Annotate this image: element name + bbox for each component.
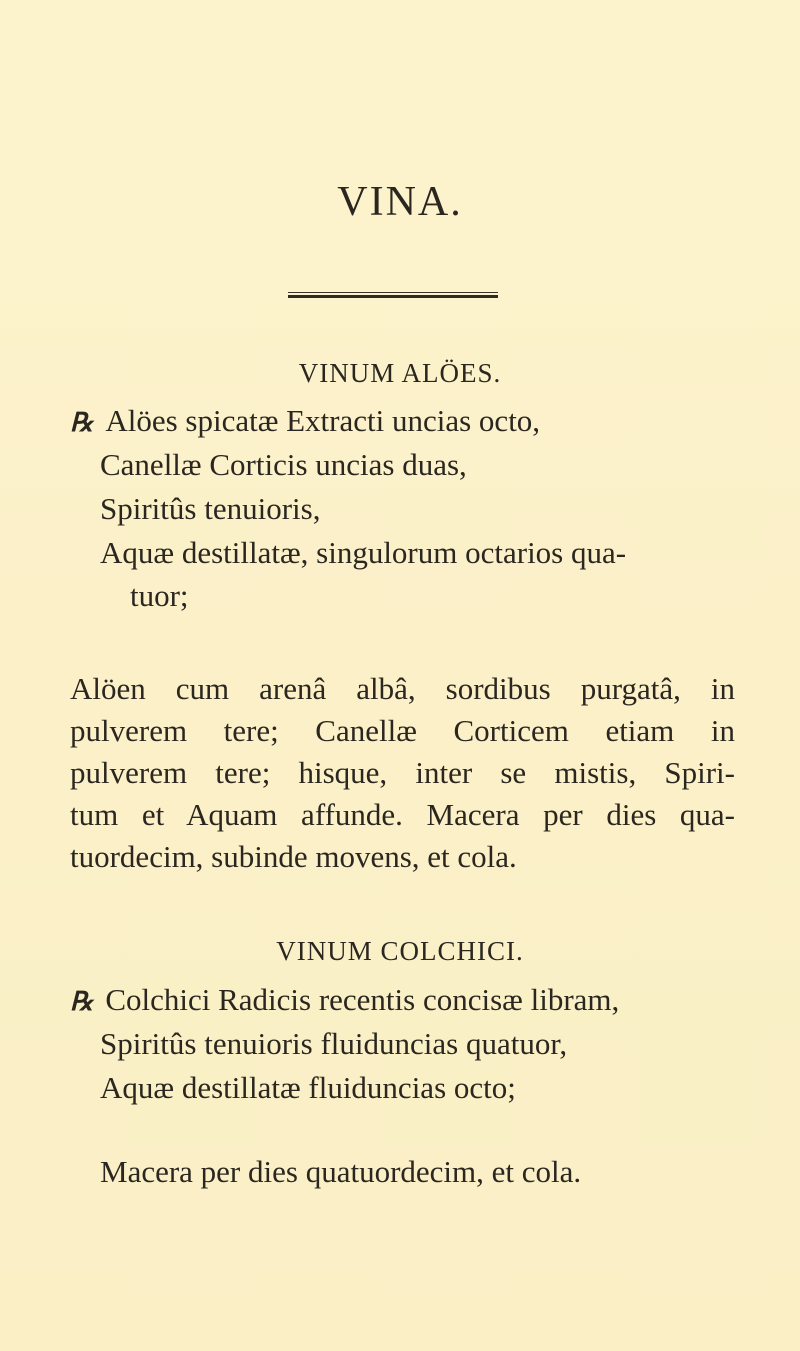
recipe-ingredient: Spiritûs tenuioris, <box>100 491 321 526</box>
recipe-ingredient: Alöes spicatæ Extracti uncias octo, <box>105 403 541 438</box>
directions-line: tum et Aquam affunde. Macera per dies qua- <box>70 797 735 832</box>
recipe-line <box>70 403 540 439</box>
directions-line: tuordecim, subinde movens, et cola. <box>70 839 517 874</box>
header-rule-thin <box>288 292 498 293</box>
recipe-symbol: ℞ <box>70 408 94 437</box>
recipe-symbol: ℞ <box>70 987 94 1016</box>
recipe-ingredient: Aquæ destillatæ, singulorum octarios qua- <box>100 535 627 570</box>
directions-line: Macera per dies quatuordecim, et cola. <box>100 1154 582 1189</box>
directions-paragraph <box>70 668 735 878</box>
recipe-line <box>70 982 619 1018</box>
header-rule <box>288 292 498 297</box>
section-title-vinum-colchici: VINUM COLCHICI. <box>276 936 524 966</box>
header-rule-thick <box>288 295 498 298</box>
recipe-ingredient: Aquæ destillatæ fluiduncias octo; <box>100 1070 516 1105</box>
section-title-vinum-aloes: VINUM ALÖES. <box>298 358 502 388</box>
directions-line: pulverem tere; Canellæ Corticem etiam in <box>70 713 735 748</box>
recipe-ingredient: tuor; <box>130 578 189 613</box>
recipe-ingredient: Colchici Radicis recentis concisæ libram, <box>105 982 620 1017</box>
running-head: VINA. <box>337 179 463 225</box>
directions-line: Alöen cum arenâ albâ, sordibus purgatâ, in <box>70 671 735 706</box>
directions-line: pulverem tere; hisque, inter se mistis, Spiri- <box>70 755 735 790</box>
recipe-ingredient: Spiritûs tenuioris fluiduncias quatuor, <box>100 1026 568 1061</box>
recipe-ingredient: Canellæ Corticis uncias duas, <box>100 447 467 482</box>
